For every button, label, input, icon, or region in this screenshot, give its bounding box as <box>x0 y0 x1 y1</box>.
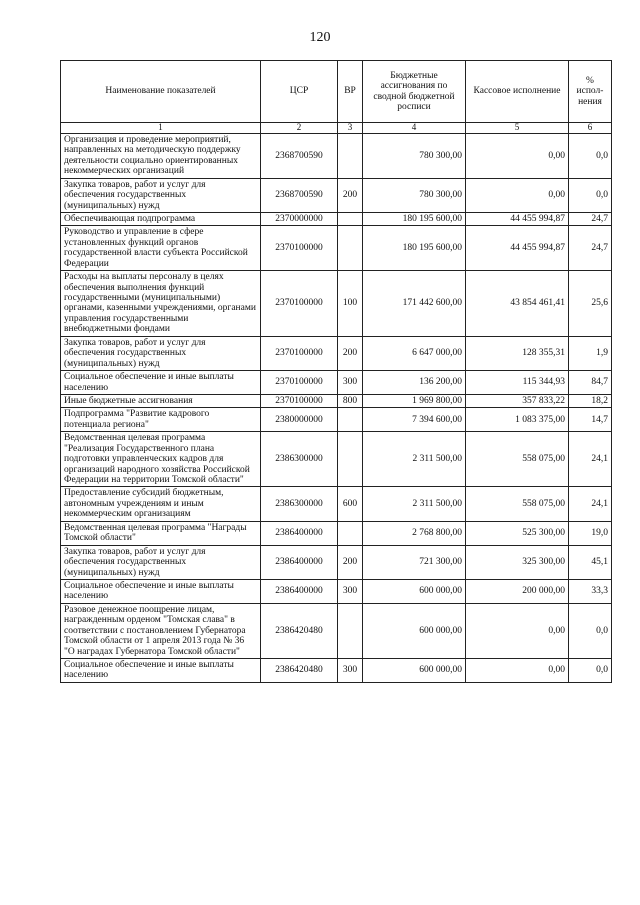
cell-name: Социальное обеспечение и иные выплаты населению <box>61 371 261 395</box>
cell-vr <box>338 212 363 225</box>
table-row <box>61 603 612 658</box>
cell-csr: 2368700590 <box>261 178 338 212</box>
table-row <box>61 226 612 271</box>
column-number-row <box>61 123 612 134</box>
cell-csr: 2380000000 <box>261 408 338 432</box>
table-row <box>61 579 612 603</box>
cell-vr <box>338 603 363 658</box>
cell-vr: 300 <box>338 579 363 603</box>
cell-cash: 558 075,00 <box>466 432 569 487</box>
cell-name: Ведомственная целевая программа "Награды Томской области" <box>61 521 261 545</box>
cell-cash: 0,00 <box>466 178 569 212</box>
cell-csr: 2370100000 <box>261 371 338 395</box>
header-name: Наименование показателей <box>61 61 261 123</box>
cell-budget: 600 000,00 <box>363 659 466 683</box>
cell-budget: 171 442 600,00 <box>363 271 466 337</box>
cell-budget: 721 300,00 <box>363 545 466 579</box>
cell-name: Ведомственная целевая программа "Реализация Государственного плана подготовки управленческих кадров для организаций народного хозяйства Российской Федерации на территории Томской области" <box>61 432 261 487</box>
column-number: 1 <box>61 123 261 134</box>
cell-csr: 2370100000 <box>261 271 338 337</box>
cell-cash: 43 854 461,41 <box>466 271 569 337</box>
cell-vr: 600 <box>338 487 363 521</box>
cell-name: Закупка товаров, работ и услуг для обеспечения государственных (муниципальных) нужд <box>61 545 261 579</box>
header-row <box>61 61 612 123</box>
cell-name: Расходы на выплаты персоналу в целях обеспечения выполнения функций государственными (муниципальными) органами, казенными учреждениями, органами управления государственными внебюджетными фондами <box>61 271 261 337</box>
cell-csr: 2386400000 <box>261 545 338 579</box>
cell-budget: 2 768 800,00 <box>363 521 466 545</box>
cell-csr: 2370100000 <box>261 336 338 370</box>
cell-csr: 2368700590 <box>261 133 338 178</box>
table-row <box>61 545 612 579</box>
cell-percent: 24,1 <box>569 432 612 487</box>
cell-vr: 200 <box>338 178 363 212</box>
cell-cash: 0,00 <box>466 133 569 178</box>
cell-name: Социальное обеспечение и иные выплаты населению <box>61 659 261 683</box>
cell-vr <box>338 133 363 178</box>
cell-percent: 25,6 <box>569 271 612 337</box>
cell-percent: 0,0 <box>569 178 612 212</box>
table-row <box>61 212 612 225</box>
cell-percent: 24,7 <box>569 226 612 271</box>
column-number: 4 <box>363 123 466 134</box>
header-cash: Кассовое исполнение <box>466 61 569 123</box>
table-row <box>61 408 612 432</box>
cell-name: Обеспечивающая подпрограмма <box>61 212 261 225</box>
cell-percent: 14,7 <box>569 408 612 432</box>
cell-budget: 1 969 800,00 <box>363 394 466 407</box>
cell-csr: 2386300000 <box>261 487 338 521</box>
cell-csr: 2386400000 <box>261 521 338 545</box>
cell-vr: 300 <box>338 371 363 395</box>
cell-cash: 0,00 <box>466 659 569 683</box>
cell-vr: 100 <box>338 271 363 337</box>
column-number: 2 <box>261 123 338 134</box>
table-row <box>61 271 612 337</box>
cell-name: Организация и проведение мероприятий, направленных на методическую поддержку деятельности социально ориентированных некоммерческих организаций <box>61 133 261 178</box>
table-row <box>61 521 612 545</box>
cell-percent: 45,1 <box>569 545 612 579</box>
cell-percent: 33,3 <box>569 579 612 603</box>
table-row <box>61 394 612 407</box>
cell-csr: 2386420480 <box>261 603 338 658</box>
cell-csr: 2370100000 <box>261 226 338 271</box>
cell-cash: 558 075,00 <box>466 487 569 521</box>
cell-vr <box>338 408 363 432</box>
table-row <box>61 133 612 178</box>
header-csr: ЦСР <box>261 61 338 123</box>
column-number: 3 <box>338 123 363 134</box>
cell-cash: 357 833,22 <box>466 394 569 407</box>
cell-percent: 24,7 <box>569 212 612 225</box>
table-row <box>61 178 612 212</box>
cell-name: Закупка товаров, работ и услуг для обеспечения государственных (муниципальных) нужд <box>61 178 261 212</box>
cell-name: Иные бюджетные ассигнования <box>61 394 261 407</box>
cell-budget: 780 300,00 <box>363 178 466 212</box>
cell-vr: 800 <box>338 394 363 407</box>
cell-name: Подпрограмма "Развитие кадрового потенциала региона" <box>61 408 261 432</box>
table-row <box>61 371 612 395</box>
cell-budget: 6 647 000,00 <box>363 336 466 370</box>
header-percent: % испол-нения <box>569 61 612 123</box>
budget-execution-table <box>60 60 612 683</box>
cell-budget: 600 000,00 <box>363 579 466 603</box>
header-vr: ВР <box>338 61 363 123</box>
cell-percent: 0,0 <box>569 603 612 658</box>
cell-name: Разовое денежное поощрение лицам, награжденным орденом "Томская слава" в соответствии с постановлением Губернатора Томской области от 1 апреля 2013 года № 36 "О наградах Губернатора Томской области" <box>61 603 261 658</box>
cell-budget: 180 195 600,00 <box>363 212 466 225</box>
cell-percent: 1,9 <box>569 336 612 370</box>
cell-cash: 128 355,31 <box>466 336 569 370</box>
cell-percent: 84,7 <box>569 371 612 395</box>
cell-budget: 7 394 600,00 <box>363 408 466 432</box>
cell-percent: 18,2 <box>569 394 612 407</box>
column-number: 6 <box>569 123 612 134</box>
cell-percent: 24,1 <box>569 487 612 521</box>
cell-vr <box>338 521 363 545</box>
cell-name: Предоставление субсидий бюджетным, автономным учреждениям и иным некоммерческим организациям <box>61 487 261 521</box>
cell-budget: 2 311 500,00 <box>363 432 466 487</box>
cell-csr: 2386400000 <box>261 579 338 603</box>
cell-percent: 0,0 <box>569 659 612 683</box>
cell-name: Закупка товаров, работ и услуг для обеспечения государственных (муниципальных) нужд <box>61 336 261 370</box>
cell-cash: 325 300,00 <box>466 545 569 579</box>
cell-vr <box>338 226 363 271</box>
cell-cash: 0,00 <box>466 603 569 658</box>
cell-vr <box>338 432 363 487</box>
page-number: 120 <box>309 30 331 45</box>
table-row <box>61 432 612 487</box>
cell-vr: 300 <box>338 659 363 683</box>
cell-cash: 525 300,00 <box>466 521 569 545</box>
cell-vr: 200 <box>338 545 363 579</box>
cell-vr: 200 <box>338 336 363 370</box>
cell-cash: 1 083 375,00 <box>466 408 569 432</box>
cell-budget: 600 000,00 <box>363 603 466 658</box>
cell-budget: 180 195 600,00 <box>363 226 466 271</box>
cell-cash: 115 344,93 <box>466 371 569 395</box>
cell-percent: 0,0 <box>569 133 612 178</box>
column-number: 5 <box>466 123 569 134</box>
table-row <box>61 487 612 521</box>
cell-name: Руководство и управление в сфере установленных функций органов государственной власти субъекта Российской Федерации <box>61 226 261 271</box>
cell-cash: 44 455 994,87 <box>466 212 569 225</box>
cell-budget: 780 300,00 <box>363 133 466 178</box>
cell-cash: 44 455 994,87 <box>466 226 569 271</box>
cell-csr: 2370100000 <box>261 394 338 407</box>
table-row <box>61 336 612 370</box>
cell-csr: 2386420480 <box>261 659 338 683</box>
header-budget: Бюджетные ассигнования по сводной бюджетной росписи <box>363 61 466 123</box>
cell-cash: 200 000,00 <box>466 579 569 603</box>
cell-name: Социальное обеспечение и иные выплаты населению <box>61 579 261 603</box>
cell-budget: 2 311 500,00 <box>363 487 466 521</box>
cell-budget: 136 200,00 <box>363 371 466 395</box>
cell-csr: 2386300000 <box>261 432 338 487</box>
table-row <box>61 659 612 683</box>
cell-csr: 2370000000 <box>261 212 338 225</box>
cell-percent: 19,0 <box>569 521 612 545</box>
